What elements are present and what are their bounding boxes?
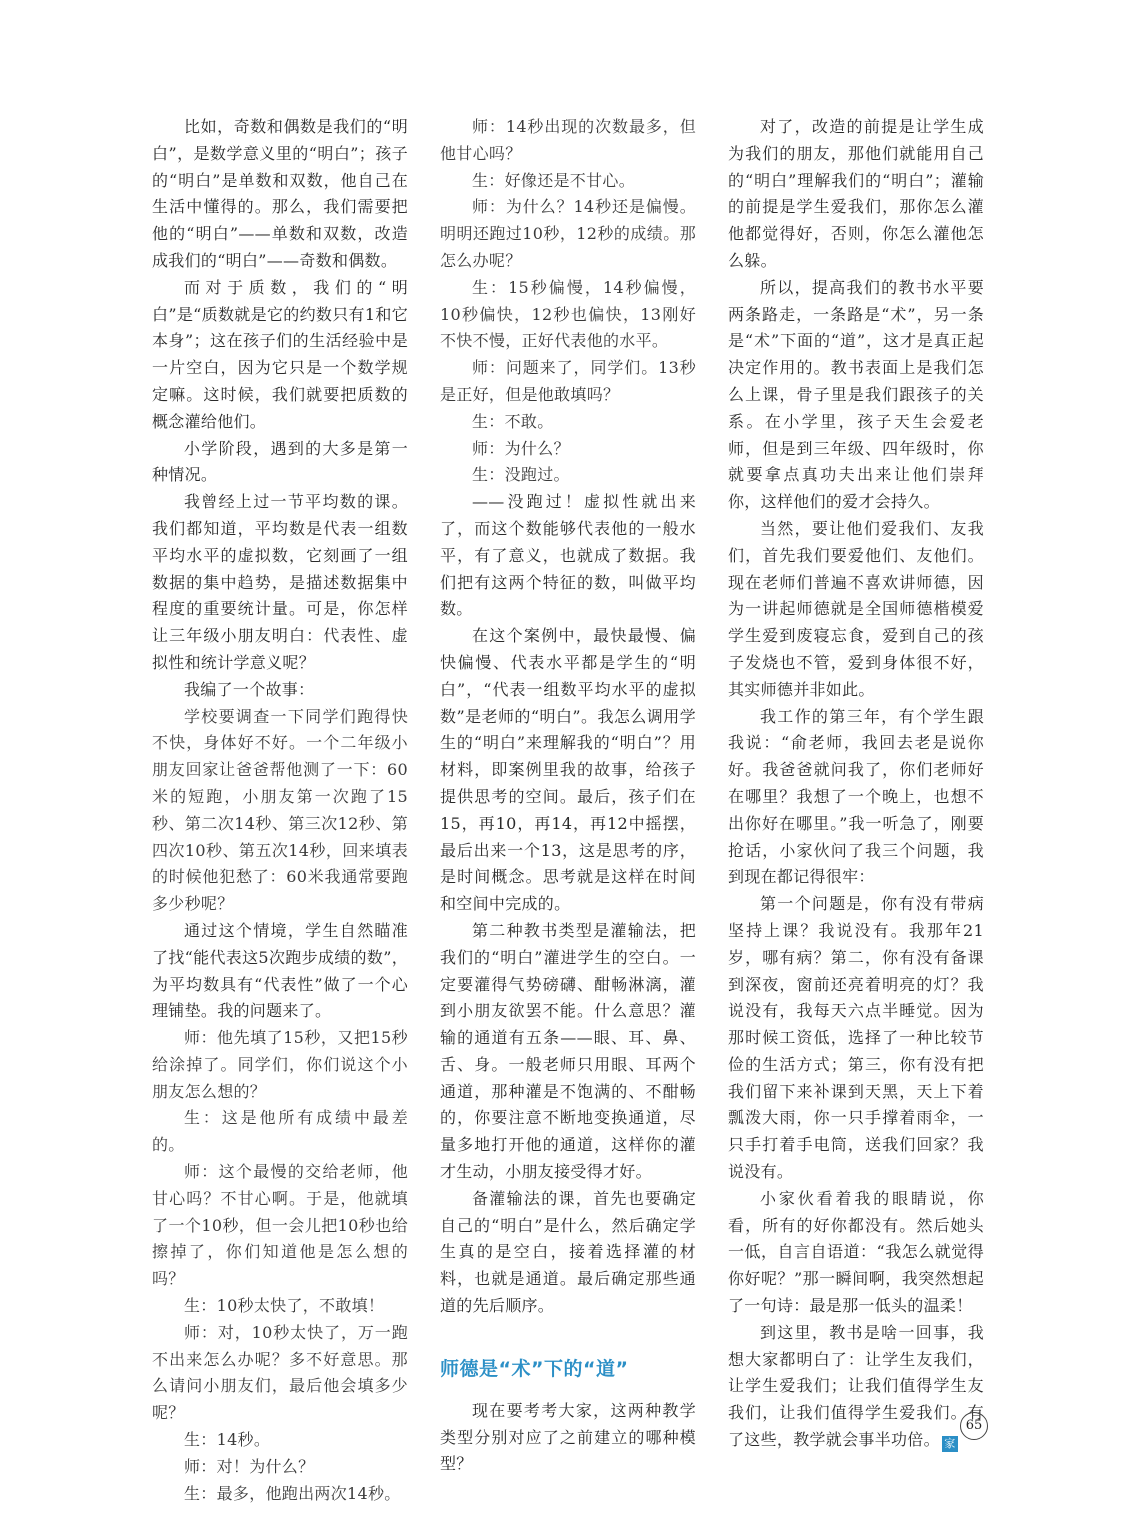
dialogue-paragraph: 生：没跑过。 (472, 465, 570, 485)
dialogue-paragraph: 师：对，10秒太快了，万一跑不出来怎么办呢？多不好意思。那么请问小朋友们，最后他会填多少呢？ (152, 1322, 408, 1423)
end-mark-icon: 家 (942, 1436, 958, 1452)
page-number: 65 (960, 1412, 988, 1440)
body-paragraph: 所以，提高我们的教书水平要两条路走，一条路是“术”，另一条是“术”下面的“道”，这才是真正起决定作用的。教书表面上是我们怎么上课，骨子里是我们跟孩子的关系。在小学里，孩子天生会爱老师，但是到三年级、四年级时，你就要拿点真功夫出来让他们崇拜你，这样他们的爱才会持久。 (728, 277, 984, 512)
dialogue-paragraph: 生：最多，他跑出两次14秒。 (184, 1483, 401, 1503)
body-paragraph: ——没跑过！虚拟性就出来了，而这个数能够代表他的一般水平，有了意义，也就成了数据。我们把有这两个特征的数，叫做平均数。 (440, 492, 696, 619)
body-paragraph: 我工作的第三年，有个学生跟我说：“俞老师，我回去老是说你好。我爸爸就问我了，你们老师好在哪里？我想了一个晚上，也想不出你好在哪里。”我一听急了，刚要抢话，小家伙问了我三个问题，我到现在都记得很牢： (728, 706, 984, 887)
body-paragraph: 我编了一个故事： (184, 679, 315, 699)
column-left (152, 114, 408, 1507)
dialogue-paragraph: 生：不敢。 (472, 411, 554, 431)
dialogue-paragraph: 师：问题来了，同学们。13秒是正好，但是他敢填吗？ (440, 358, 696, 404)
body-paragraph: 而对于质数，我们的“明白”是“质数就是它的约数只有1和它本身”；这在孩子们的生活经验中是一片空白，因为它只是一个数学规定嘛。这时候，我们就要把质数的概念灌给他们。 (152, 277, 408, 431)
dialogue-paragraph: 生：15秒偏慢，14秒偏慢，10秒偏快，12秒也偏快，13刚好不快不慢，正好代表他的水平。 (440, 277, 696, 351)
body-paragraph: 小家伙看着我的眼睛说，你看，所有的好你都没有。然后她头一低，自言自语道：“我怎么就觉得你好呢？”那一瞬间啊，我突然想起了一句诗：最是那一低头的温柔！ (728, 1188, 984, 1316)
dialogue-paragraph: 生：好像还是不甘心。 (472, 170, 636, 190)
body-paragraph: 小学阶段，遇到的大多是第一种情况。 (152, 438, 408, 485)
dialogue-paragraph: 生：10秒太快了，不敢填！ (184, 1296, 385, 1316)
body-paragraph: 通过这个情境，学生自然瞄准了找“能代表这5次跑步成绩的数”，为平均数具有“代表性”做了一个心理铺垫。我的问题来了。 (152, 920, 408, 1021)
body-paragraph: 比如，奇数和偶数是我们的“明白”，是数学意义里的“明白”；孩子的“明白”是单数和双数，他自己在生活中懂得的。那么，我们需要把他的“明白”——单数和双数，改造成我们的“明白”——奇数和偶数。 (152, 117, 408, 270)
dialogue-paragraph: 师：对！为什么？ (184, 1456, 315, 1476)
dialogue-paragraph: 生：这是他所有成绩中最差的。 (152, 1108, 408, 1155)
column-middle (440, 114, 696, 1478)
dialogue-paragraph: 生：14秒。 (184, 1430, 271, 1450)
dialogue-paragraph: 师：他先填了15秒，又把15秒给涂掉了。同学们，你们说这个小朋友怎么想的？ (152, 1028, 408, 1101)
body-paragraph: 备灌输法的课，首先也要确定自己的“明白”是什么，然后确定学生真的是空白，接着选择灌的材料，也就是通道。最后确定那些通道的先后顺序。 (440, 1188, 696, 1316)
dialogue-paragraph: 师：为什么？ (472, 438, 570, 458)
column-right (728, 114, 984, 1454)
body-paragraph: 对了，改造的前提是让学生成为我们的朋友，那他们就能用自己的“明白”理解我们的“明白”；灌输的前提是学生爱我们，那你怎么灌他都觉得好，否则，你怎么灌他怎么躲。 (728, 117, 984, 270)
body-paragraph: 第一个问题是，你有没有带病坚持上课？我说没有。我那年21岁，哪有病？第二，你有没有备课到深夜，窗前还亮着明亮的灯？我说没有，我每天六点半睡觉。因为那时候工资低，选择了一种比较节俭的生活方式；第三，你有没有把我们留下来补课到天黑，天上下着瓢泼大雨，你一只手撑着雨伞，一只手打着手电筒，送我们回家？我说没有。 (728, 894, 984, 1182)
body-paragraph: 第二种教书类型是灌输法，把我们的“明白”灌进学生的空白。一定要灌得气势磅礴、酣畅淋漓，灌到小朋友欲罢不能。什么意思？灌输的通道有五条——眼、耳、鼻、舌、身。一般老师只用眼、耳两个通道，那种灌是不饱满的、不酣畅的，你要注意不断地变换通道，尽量多地打开他的通道，这样你的灌才生动，小朋友接受得才好。 (440, 920, 696, 1182)
body-paragraph: 现在要考考大家，这两种教学类型分别对应了之前建立的哪种模型？ (440, 1400, 696, 1474)
body-paragraph: 我曾经上过一节平均数的课。我们都知道，平均数是代表一组数平均水平的虚拟数，它刻画了一组数据的集中趋势，是描述数据集中程度的重要统计量。可是，你怎样让三年级小朋友明白：代表性、虚拟性和统计学意义呢？ (152, 492, 408, 672)
section-heading: 师德是“术”下的“道” (440, 1357, 629, 1380)
dialogue-paragraph: 师：14秒出现的次数最多，但他甘心吗？ (440, 117, 696, 163)
dialogue-paragraph: 师：为什么？14秒还是偏慢。明明还跑过10秒，12秒的成绩。那怎么办呢？ (440, 197, 696, 270)
dialogue-paragraph: 学校要调查一下同学们跑得快不快，身体好不好。一个二年级小朋友回家让爸爸帮他测了一下：60米的短跑，小朋友第一次跑了15秒、第二次14秒、第三次12秒、第四次10秒、第五次14秒，回来填表的时候他犯愁了：60米我通常要跑多少秒呢？ (152, 706, 408, 914)
body-paragraph: 当然，要让他们爱我们、友我们，首先我们要爱他们、友他们。现在老师们普遍不喜欢讲师德，因为一讲起师德就是全国师德楷模爱学生爱到废寝忘食，爱到自己的孩子发烧也不管，爱到身体很不好，其实师德并非如此。 (728, 518, 984, 699)
body-paragraph: 在这个案例中，最快最慢、偏快偏慢、代表水平都是学生的“明白”，“代表一组数平均水平的虚拟数”是老师的“明白”。我怎么调用学生的“明白”来理解我的“明白”？用材料，即案例里我的故事，给孩子提供思考的空间。最后，孩子们在15，再10，再14，再12中摇摆，最后出来一个13，这是思考的序，是时间概念。思考就是这样在时间和空间中完成的。 (440, 626, 696, 914)
dialogue-paragraph: 师：这个最慢的交给老师，他甘心吗？不甘心啊。于是，他就填了一个10秒，但一会儿把10秒也给擦掉了，你们知道他是怎么想的吗？ (152, 1162, 408, 1289)
body-paragraph: 到这里，教书是啥一回事，我想大家都明白了：让学生友我们，让学生爱我们；让我们值得学生友我们，让我们值得学生爱我们。有了这些，教学就会事半功倍。 家 (728, 1322, 984, 1451)
